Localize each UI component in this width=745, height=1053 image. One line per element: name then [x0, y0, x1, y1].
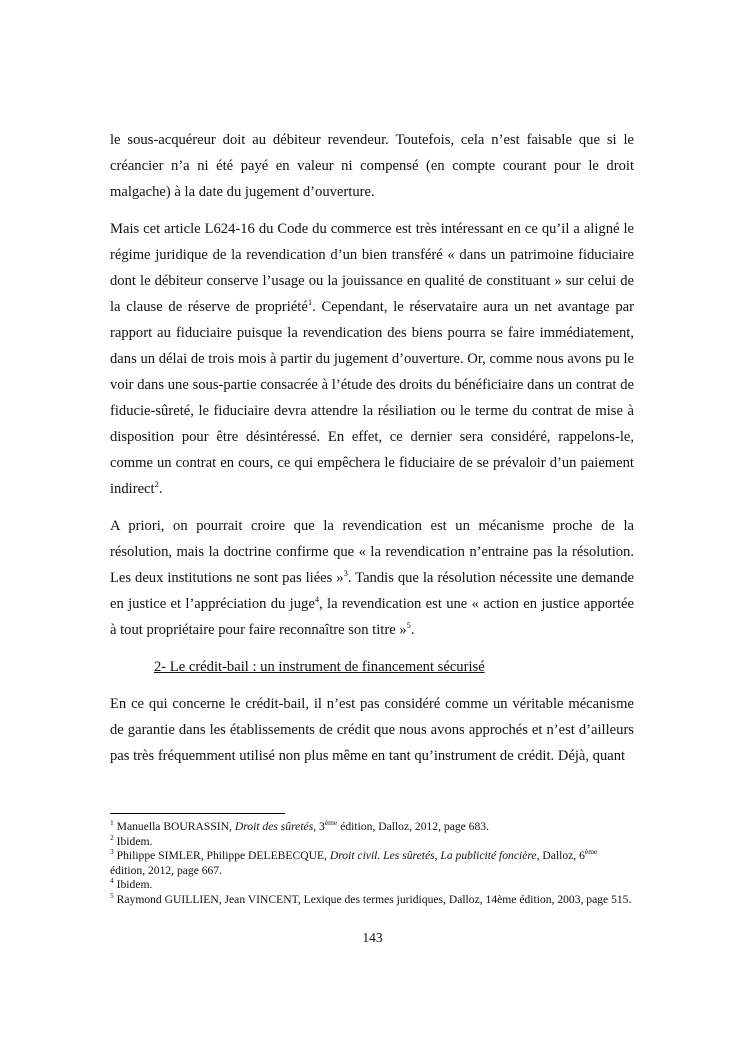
- paragraph-2: Mais cet article L624-16 du Code du commerce est très intéressant en ce qu’il a aligné le régime juridique de la revendication d’un bien transféré « dans un patrimoine fiduciaire dont le débiteur conserve l’usage ou la jouissance en qualité de constituant » sur celui de la clause de réserve de propriété$^1$. Cependant, le réservataire aura un net avantage par rapport au fiduciaire puisque la revendication des biens pourra se faire immédiatement, dans un délai de trois mois à partir du jugement d’ouverture. Or, comme nous avons pu le voir dans une sous-partie consacrée à l’étude des droits du bénéficiaire dans un contrat de fiducie-sûreté, le fiduciaire devra attendre la résiliation ou le terme du contrat de mise à disposition pour être désintéressé. En effet, ce dernier sera considéré, rappelons-le, comme un contrat en cours, ce qui empêchera le fiduciaire de se prévaloir d’un paiement indirect$^2$.: [110, 221, 634, 497]
- paragraph-3: A priori, on pourrait croire que la revendication est un mécanisme proche de la résolution, mais la doctrine confirme que « la revendication n’entraine pas la résolution. Les deux institutions ne sont pas liées »$^3$. Tandis que la résolution nécessite une demande en justice et l’appréciation du juge$^4$, la revendication est une « action en justice apportée à tout propriétaire pour faire reconnaître son titre »$^5$.: [110, 518, 635, 638]
- footnote-number: 3: [110, 847, 114, 857]
- footnote-separator: [110, 813, 285, 814]
- footnote-number: 2: [110, 832, 114, 842]
- footnote-number: 4: [110, 876, 114, 886]
- footnote-ref-3[interactable]: 3: [343, 568, 348, 579]
- paragraph-4: En ce qui concerne le crédit-bail, il n’est pas considéré comme un véritable mécanisme de garantie dans les établissements de crédit que nous avons approchés et n’est d’ailleurs pas très fréquemment utilisé non plus même en tant qu’instrument de crédit. Déjà, quant: [110, 696, 634, 764]
- footnote-ref-4[interactable]: 4: [314, 594, 320, 605]
- footnote-ref-2[interactable]: 2: [154, 479, 159, 490]
- footnote-ref-1[interactable]: 1: [307, 297, 313, 308]
- footnote-title: Droit civil. Les sûretés, La publicité foncière: [329, 849, 537, 862]
- footnotes: [110, 820, 634, 907]
- footnote-1: $^1$ Manuella BOURASSIN, Droit des sûretés, 3ème édition, Dalloz, 2012, page 683.: [110, 818, 489, 833]
- footnote-ref-5[interactable]: 5: [406, 620, 411, 631]
- footnote-5: $^5$ Raymond GUILLIEN, Jean VINCENT, Lexique des termes juridiques, Dalloz, 14ème édition, 2003, page 515.: [110, 890, 632, 906]
- footnote-2: $^2$ Ibidem.: [110, 832, 153, 848]
- footnote-number: 5: [110, 890, 114, 900]
- body-text: [110, 127, 634, 780]
- footnote-4: $^4$ Ibidem.: [110, 876, 153, 891]
- footnote-3: $^3$ Philippe SIMLER, Philippe DELEBECQUE, Droit civil. Les sûretés, La publicité foncière, Dalloz, 6ème édition, 2012, page 667.: [110, 847, 598, 877]
- paragraph-1: le sous-acquéreur doit au débiteur revendeur. Toutefois, cela n’est faisable que si le créancier n’a ni été payé en valeur ni compensé (en compte courant pour le droit malgache) à la date du jugement d’ouverture.: [110, 132, 634, 200]
- footnote-number: 1: [110, 818, 114, 828]
- section-heading: 2- Le crédit-bail : un instrument de financement sécurisé: [154, 659, 485, 675]
- footnote-title: Droit des sûretés,: [234, 820, 317, 833]
- page-number: 143: [362, 930, 383, 945]
